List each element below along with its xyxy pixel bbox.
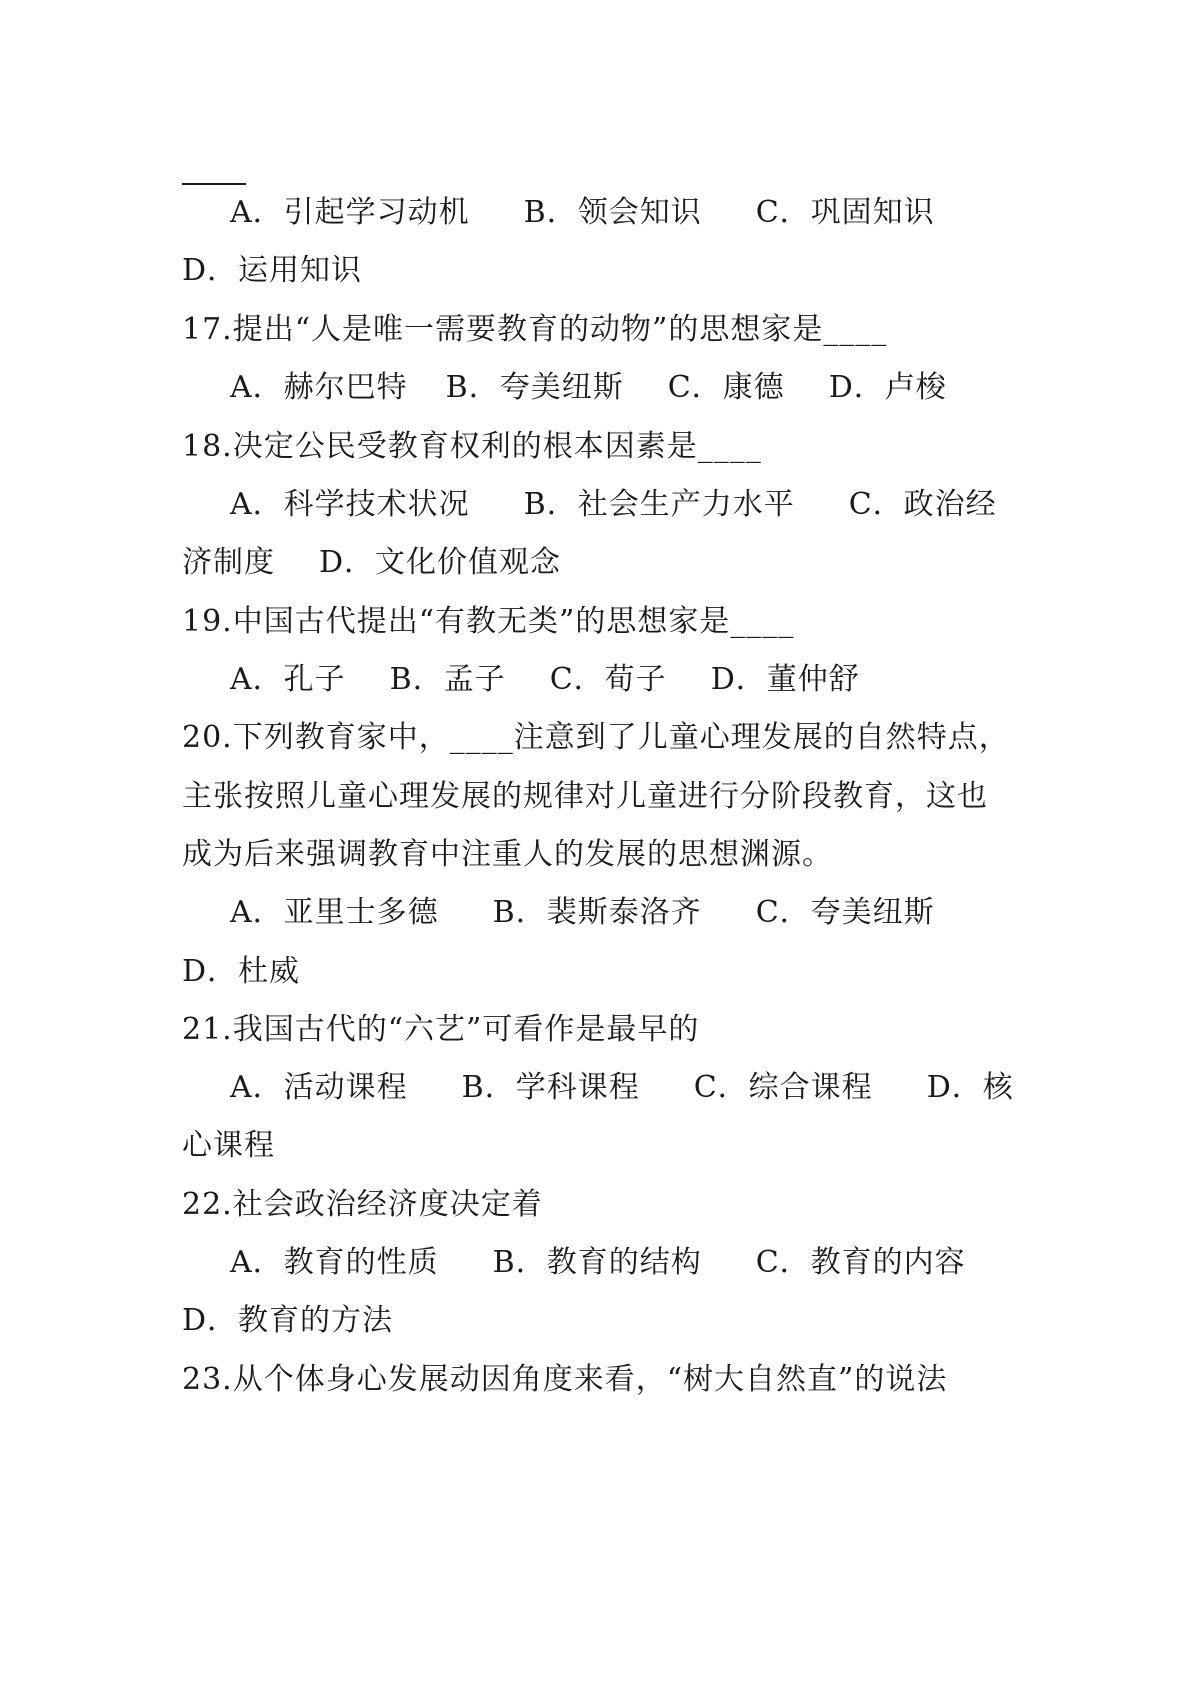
q18-stem: 18.决定公民受教育权利的根本因素是____ xyxy=(182,429,762,464)
q17-options-row xyxy=(230,368,1070,408)
q16-option-b: B．领会知识 xyxy=(523,195,702,230)
q17-option-c: C．康德 xyxy=(667,370,785,405)
q20-option-a: A．亚里士多德 xyxy=(230,895,439,930)
q21-option-c: C．综合课程 xyxy=(693,1070,873,1105)
q16-option-c: C．巩固知识 xyxy=(755,195,935,230)
q22-option-b: B．教育的结构 xyxy=(492,1245,702,1280)
q22-option-c: C．教育的内容 xyxy=(755,1245,966,1280)
q17-option-d: D．卢梭 xyxy=(828,370,947,405)
q19-stem: 19.中国古代提出“有教无类”的思想家是____ xyxy=(182,604,795,639)
q22-option-a: A．教育的性质 xyxy=(230,1245,439,1280)
q18-option-c-cont: 济制度 xyxy=(182,545,275,580)
answer-blank-line xyxy=(182,183,246,185)
q23-stem: 23.从个体身心发展动因角度来看，“树大自然直”的说法 xyxy=(182,1362,948,1397)
q18-options-row xyxy=(230,485,1070,525)
q20-stem-line-1: 20.下列教育家中，____注意到了儿童心理发展的自然特点， xyxy=(182,720,1010,755)
q22-options-row xyxy=(230,1243,1070,1283)
q21-option-d: D．核 xyxy=(926,1070,1014,1105)
q16-option-d: D．运用知识 xyxy=(182,253,363,288)
q20-stem-line-2: 主张按照儿童心理发展的规律对儿童进行分阶段教育，这也 xyxy=(182,779,988,814)
q18-option-c: C．政治经 xyxy=(848,487,997,522)
q20-option-b: B．裴斯泰洛齐 xyxy=(492,895,702,930)
q17-stem: 17.提出“人是唯一需要教育的动物”的思想家是____ xyxy=(182,312,888,347)
q20-options-row xyxy=(230,893,1070,933)
q22-stem: 22.社会政治经济度决定着 xyxy=(182,1187,543,1222)
q16-option-a: A．引起学习动机 xyxy=(230,195,470,230)
q20-stem-line-3: 成为后来强调教育中注重人的发展的思想渊源。 xyxy=(182,837,833,872)
q20-option-d: D．杜威 xyxy=(182,954,301,989)
q21-stem: 21.我国古代的“六艺”可看作是最早的 xyxy=(182,1012,700,1047)
q18-option-a: A．科学技术状况 xyxy=(230,487,470,522)
q18-option-d: D．文化价值观念 xyxy=(319,545,562,580)
q19-option-a: A．孔子 xyxy=(230,662,346,697)
q20-option-c: C．夸美纽斯 xyxy=(755,895,935,930)
q17-option-b: B．夸美纽斯 xyxy=(445,370,624,405)
q19-option-d: D．董仲舒 xyxy=(710,662,860,697)
q21-option-d-cont: 心课程 xyxy=(182,1128,275,1163)
q18-options-cont xyxy=(182,543,1022,583)
q21-options-row xyxy=(230,1068,1070,1108)
q17-option-a: A．赫尔巴特 xyxy=(230,370,408,405)
q19-option-c: C．荀子 xyxy=(549,662,667,697)
q21-option-a: A．活动课程 xyxy=(230,1070,408,1105)
q21-option-b: B．学科课程 xyxy=(461,1070,640,1105)
q22-option-d: D．教育的方法 xyxy=(182,1303,394,1338)
q19-options-row xyxy=(230,660,1070,700)
q16-options-row xyxy=(230,193,1070,233)
q18-option-b: B．社会生产力水平 xyxy=(523,487,795,522)
q19-option-b: B．孟子 xyxy=(389,662,506,697)
